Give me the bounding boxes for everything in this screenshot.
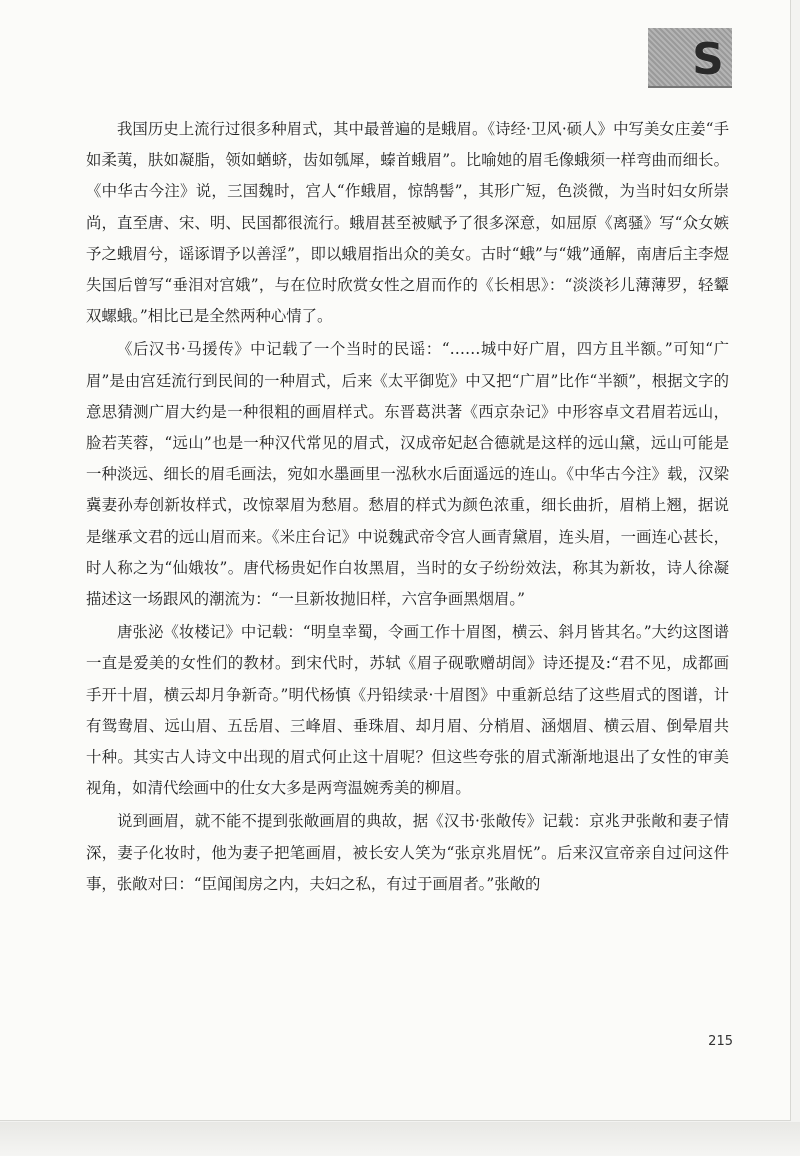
page-number: 215 (708, 1034, 733, 1049)
body-text (86, 114, 729, 902)
section-letter: S (692, 34, 724, 85)
paragraph-1: 我国历史上流行过很多种眉式，其中最普遍的是蛾眉。《诗经·卫风·硕人》中写美女庄姜“手如柔荑，肤如凝脂，领如蝤蛴，齿如瓠犀，螓首蛾眉”。比喻她的眉毛像蛾须一样弯曲而细长。《中华古今注》说，三国魏时，宫人“作蛾眉，惊鹄髻”，其形广短，色淡微，为当时妇女所崇尚，直至唐、宋、明、民国都很流行。蛾眉甚至被赋予了很多深意，如屈原《离骚》写“众女嫉予之蛾眉兮，谣诼谓予以善淫”，即以蛾眉指出众的美女。古时“蛾”与“娥”通解，南唐后主李煜失国后曾写“垂泪对宫娥”，与在位时欣赏女性之眉而作的《长相思》：“淡淡衫儿薄薄罗，轻颦双螺蛾。”相比已是全然两种心情了。 (86, 120, 729, 326)
paragraph-2: 《后汉书·马援传》中记载了一个当时的民谣：“……城中好广眉，四方且半额。”可知“广眉”是由宫廷流行到民间的一种眉式，后来《太平御览》中又把“广眉”比作“半额”，根据文字的意思猜测广眉大约是一种很粗的画眉样式。东晋葛洪著《西京杂记》中形容卓文君眉若远山，脸若芙蓉，“远山”也是一种汉代常见的眉式，汉成帝妃赵合德就是这样的远山黛，远山可能是一种淡远、细长的眉毛画法，宛如水墨画里一泓秋水后面遥远的连山。《中华古今注》载，汉梁冀妻孙寿创新妆样式，改惊翠眉为愁眉。愁眉的样式为颜色浓重，细长曲折，眉梢上翘，据说是继承文君的远山眉而来。《米庄台记》中说魏武帝令宫人画青黛眉，连头眉，一画连心甚长，时人称之为“仙娥妆”。唐代杨贵妃作白妆黑眉，当时的女子纷纷效法，称其为新妆，诗人徐凝描述这一场跟风的潮流为：“一旦新妆抛旧样，六宫争画黑烟眉。” (86, 340, 729, 609)
paragraph-4: 说到画眉，就不能不提到张敞画眉的典故，据《汉书·张敞传》记载：京兆尹张敞和妻子情深，妻子化妆时，他为妻子把笔画眉，被长安人笑为“张京兆眉怃”。后来汉宣帝亲自过问这件事，张敞对曰：“臣闻闺房之内，夫妇之私，有过于画眉者。”张敞的 (86, 812, 729, 893)
page-edge (0, 1122, 800, 1156)
paragraph-3: 唐张泌《妆楼记》中记载：“明皇幸蜀，令画工作十眉图，横云、斜月皆其名。”大约这图谱一直是爱美的女性们的教材。到宋代时，苏轼《眉子砚歌赠胡訚》诗还提及:“君不见，成都画手开十眉，横云却月争新奇。”明代杨慎《丹铅续录·十眉图》中重新总结了这些眉式的图谱，计有鸳鸯眉、远山眉、五岳眉、三峰眉、垂珠眉、却月眉、分梢眉、涵烟眉、横云眉、倒晕眉共十种。其实古人诗文中出现的眉式何止这十眉呢？但这些夸张的眉式渐渐地退出了女性的审美视角，如清代绘画中的仕女大多是两弯温婉秀美的柳眉。 (86, 623, 729, 798)
